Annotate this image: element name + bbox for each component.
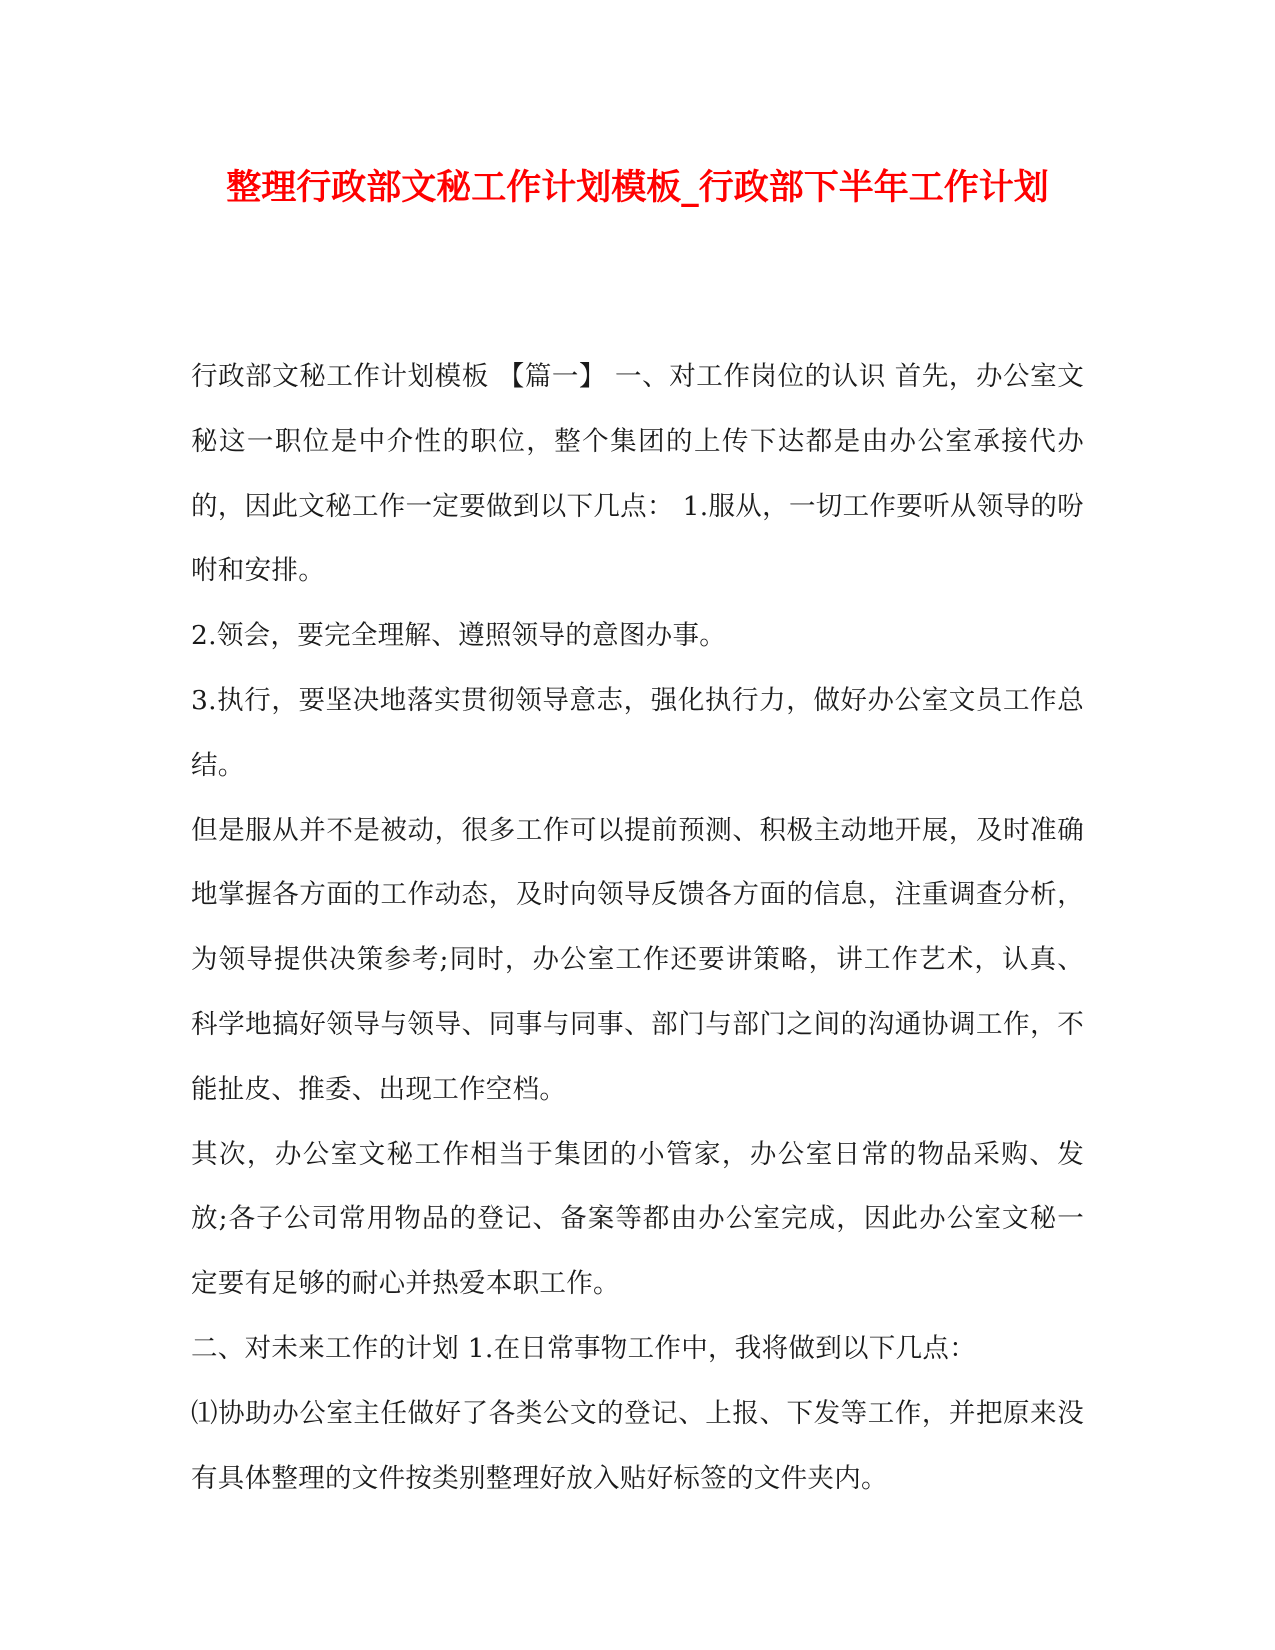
paragraph-item-2: 2.领会，要完全理解、遵照领导的意图办事。 (191, 620, 727, 652)
paragraph-initiative: 但是服从并不是被动，很多工作可以提前预测、积极主动地开展，及时准确地掌握各方面的工作动态，及时向领导反馈各方面的信息，注重调查分析，为领导提供决策参考;同时，办公室工作还要讲策略，讲工作艺术，认真、科学地搞好领导与领导、同事与同事、部门与部门之间的沟通协调工作，不能扯皮、推委、出现工作空档。 (191, 814, 1084, 1105)
document-body (191, 345, 1084, 1511)
paragraph-plan-item-1: ⑴协助办公室主任做好了各类公文的登记、上报、下发等工作，并把原来没有具体整理的文件按类别整理好放入贴好标签的文件夹内。 (191, 1397, 1084, 1494)
paragraph-future-plan: 二、对未来工作的计划 1.在日常事物工作中，我将做到以下几点： (191, 1332, 977, 1364)
paragraph-item-3: 3.执行，要坚决地落实贯彻领导意志，强化执行力，做好办公室文员工作总结。 (191, 684, 1084, 781)
document-title: 整理行政部文秘工作计划模板_行政部下半年工作计划 (226, 167, 1049, 208)
paragraph-intro: 行政部文秘工作计划模板 【篇一】 一、对工作岗位的认识 首先，办公室文秘这一职位是中介性的职位，整个集团的上传下达都是由办公室承接代办的，因此文秘工作一定要做到以下几点： 1.服从，一切工作要听从领导的吩咐和安排。 (191, 361, 1084, 587)
paragraph-secondly: 其次，办公室文秘工作相当于集团的小管家，办公室日常的物品采购、发放;各子公司常用物品的登记、备案等都由办公室完成，因此办公室文秘一定要有足够的耐心并热爱本职工作。 (191, 1138, 1084, 1300)
